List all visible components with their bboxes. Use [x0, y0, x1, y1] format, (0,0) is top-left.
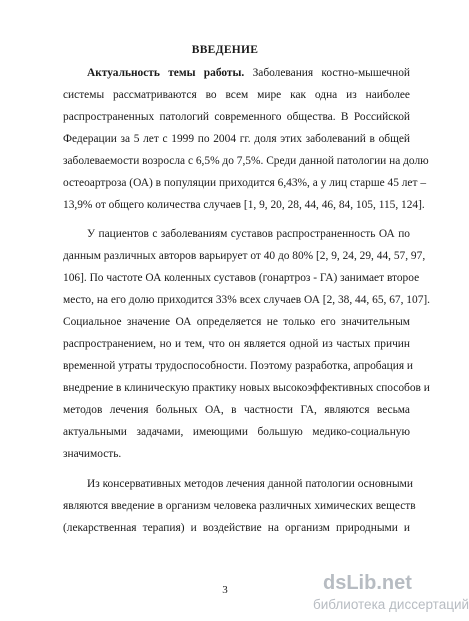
paragraph-line-5: заболеваемости возросла с 6,5% до 7,5%. Среди данной патологии на долю: [63, 155, 429, 167]
paragraph-line-19: Из консервативных методов лечения данной патологии основными: [87, 478, 413, 490]
paragraph-line-8: У пациентов с заболеваниям суставов распространенность ОА по: [87, 228, 410, 240]
watermark-mark: dsLib.net: [323, 572, 412, 594]
paragraph-line-15: внедрение в клиническую практику новых высокоэффективных способов и: [63, 382, 430, 394]
paragraph-line-6: остеоартроза (ОА) в популяции приходится 6,43%, а у лиц старше 45 лет –: [63, 177, 427, 189]
paragraph-line-7: 13,9% от общего количества случаев [1, 9, 20, 28, 44, 46, 84, 105, 115, 124].: [63, 199, 425, 211]
paragraph-line-21: (лекарственная терапия) и воздействие на организм природными и: [63, 522, 410, 534]
paragraph-line-14: временной утраты трудоспособности. Поэтому разработка, апробация и: [63, 360, 414, 372]
page-number: 3: [222, 584, 228, 596]
watermark-logo: [313, 572, 469, 618]
paragraph-line-18: значимость.: [63, 448, 122, 460]
paragraph-line-4: Федерации за 5 лет с 1999 по 2004 гг. доля этих заболеваний в общей: [63, 133, 410, 145]
paragraph-line-20: являются введение в организм человека различных химических веществ: [63, 500, 416, 512]
section-heading: ВВЕДЕНИЕ: [191, 44, 259, 56]
paragraph-line-1: [87, 66, 410, 80]
watermark-subtitle: библиотека диссертаций: [313, 597, 469, 612]
paragraph-line-9: данным различных авторов варьирует от 40 до 80% [2, 9, 24, 29, 44, 57, 97,: [63, 250, 426, 262]
paragraph-line-11: место, на его долю приходится 33% всех случаев ОА [2, 38, 44, 65, 67, 107].: [63, 294, 431, 306]
paragraph-line-16: методов лечения больных ОА, в частности ГА, являются весьма: [63, 404, 410, 416]
paragraph-line-2: системы рассматриваются во всем мире как одна из наиболее: [63, 89, 410, 101]
paragraph-line-3: распространенных патологий современного общества. В Российской: [63, 111, 410, 123]
paragraph-line-13: распространением, но и тем, что он является одной из частых причин: [63, 338, 410, 350]
paragraph-line-10: 106]. По частоте ОА коленных суставов (гонартроз - ГА) занимает второе: [63, 272, 420, 284]
paragraph-line-12: Социальное значение ОА определяется не только его значительным: [63, 316, 410, 328]
paragraph-line-17: актуальными задачами, имеющими большую медико-социальную: [63, 426, 410, 438]
lead-rest: Заболевания костно-мышечной: [244, 67, 410, 79]
lead-phrase: Актуальность темы работы.: [87, 67, 245, 79]
